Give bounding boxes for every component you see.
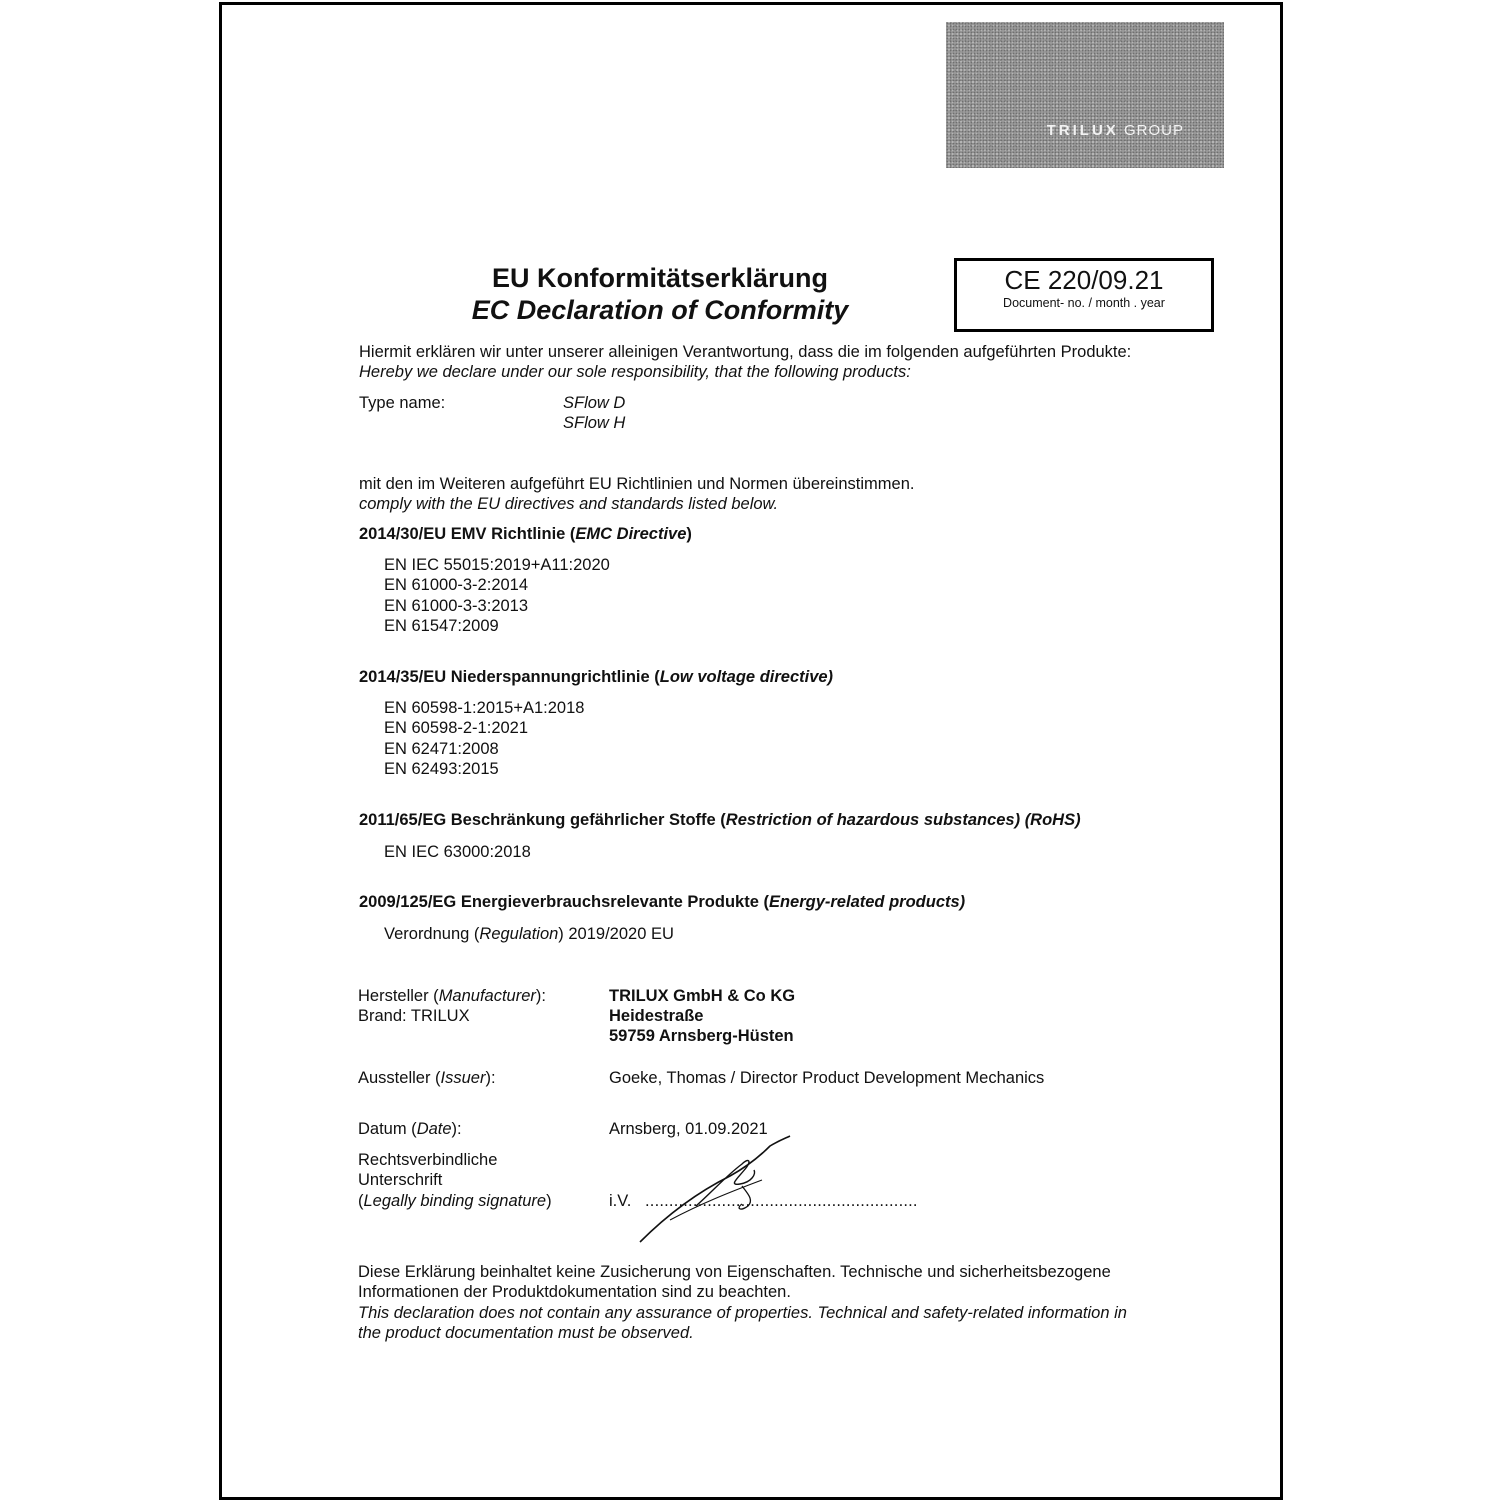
manufacturer-name: TRILUX GmbH & Co KG: [609, 987, 796, 1005]
signature-label-line3: [358, 1191, 552, 1212]
date-label: [358, 1119, 462, 1140]
type-name-2: SFlow H: [563, 414, 626, 432]
manufacturer-label: [358, 986, 546, 1007]
directive-erp-italic: Energy-related products): [768, 893, 966, 911]
issuer-label-pre: Aussteller (: [358, 1069, 441, 1087]
title-german: EU Konformitätserklärung: [491, 263, 829, 293]
disclaimer-english-1: This declaration does not contain any assurance of properties. Technical and safety-related information in: [358, 1304, 1127, 1322]
disclaimer-german-2: Informationen der Produktdokumentation sind zu beachten.: [358, 1283, 791, 1301]
standard-item: EN 60598-2-1:2021: [384, 719, 529, 737]
issuer-label-post: ):: [485, 1069, 496, 1087]
directive-erp-text: 2009/125/EG Energieverbrauchsrelevante Produkte (: [359, 893, 769, 911]
regulation-line: [384, 924, 674, 945]
signature-label-line1: Rechtsverbindliche: [358, 1151, 498, 1169]
standard-item: EN IEC 55015:2019+A11:2020: [384, 556, 610, 574]
directive-lvd-italic: Low voltage directive): [659, 668, 834, 686]
signature-label-line2: Unterschrift: [358, 1171, 443, 1189]
type-name-1: SFlow D: [563, 394, 626, 412]
manufacturer-street: Heidestraße: [609, 1007, 704, 1025]
disclaimer-english-2: the product documentation must be observed.: [358, 1324, 694, 1342]
regulation-post: ) 2019/2020 EU: [558, 925, 674, 943]
standard-item: EN 60598-1:2015+A1:2018: [384, 699, 585, 717]
title-english: EC Declaration of Conformity: [471, 295, 849, 325]
directive-rohs-text: 2011/65/EG Beschränkung gefährlicher Stoffe (: [359, 811, 726, 829]
manufacturer-label-italic: Manufacturer: [438, 987, 536, 1005]
comply-english: comply with the EU directives and standards listed below.: [359, 495, 779, 513]
directive-lvd-text: 2014/35/EU Niederspannungrichtlinie (: [359, 668, 660, 686]
manufacturer-city: 59759 Arnsberg-Hüsten: [609, 1027, 794, 1045]
directive-emc-heading: [359, 525, 692, 544]
document-number-box: [954, 258, 1214, 332]
directive-rohs-heading: [359, 811, 1081, 830]
regulation-pre: Verordnung (: [384, 925, 480, 943]
intro-german: Hiermit erklären wir unter unserer alleinigen Verantwortung, dass die im folgenden aufgeführten Produkte:: [359, 343, 1132, 361]
document-number-label: Document- no. / month . year: [1003, 296, 1165, 310]
standard-item: EN 62493:2015: [384, 760, 499, 778]
standard-item: EN IEC 63000:2018: [384, 843, 531, 861]
signature-label-post: ): [546, 1192, 552, 1210]
directive-emc-tail: ): [686, 525, 692, 543]
trilux-group-logo: [946, 22, 1224, 168]
type-name-label: Type name:: [359, 394, 446, 412]
disclaimer-german-1: Diese Erklärung beinhaltet keine Zusicherung von Eigenschaften. Technische und sicherheitsbezogene: [358, 1263, 1111, 1281]
manufacturer-label-post: ):: [535, 987, 546, 1005]
handwritten-signature: [630, 1134, 800, 1246]
date-label-post: ):: [451, 1120, 462, 1138]
manufacturer-label-pre: Hersteller (: [358, 987, 439, 1005]
signature-label-italic: Legally binding signature: [363, 1192, 547, 1210]
date-value: Arnsberg, 01.09.2021: [609, 1120, 768, 1138]
issuer-label-italic: Issuer: [440, 1069, 486, 1087]
logo-text: [1047, 122, 1184, 139]
comply-german: mit den im Weiteren aufgeführt EU Richtlinien und Normen übereinstimmen.: [359, 475, 915, 493]
signature-label-pre: (: [358, 1192, 364, 1210]
standard-item: EN 61000-3-3:2013: [384, 597, 529, 615]
standard-item: EN 61000-3-2:2014: [384, 576, 529, 594]
brand-label: Brand: TRILUX: [358, 1007, 470, 1025]
issuer-value: Goeke, Thomas / Director Product Development Mechanics: [609, 1069, 1045, 1087]
logo-brand: TRILUX: [1046, 122, 1119, 139]
directive-lvd-heading: [359, 668, 833, 687]
directive-emc-italic: EMC Directive: [575, 525, 687, 543]
date-label-pre: Datum (: [358, 1120, 417, 1138]
standard-item: EN 61547:2009: [384, 617, 499, 635]
directive-rohs-italic: Restriction of hazardous substances) (RoHS): [725, 811, 1081, 829]
date-label-italic: Date: [416, 1120, 452, 1138]
logo-group: GROUP: [1123, 122, 1184, 139]
standard-item: EN 62471:2008: [384, 740, 499, 758]
directive-erp-heading: [359, 893, 965, 912]
issuer-label: [358, 1068, 496, 1089]
directive-emc-text: 2014/30/EU EMV Richtlinie (: [359, 525, 576, 543]
signature-iv: i.V.: [609, 1192, 632, 1210]
signature-dotted-line: .........................................................: [645, 1192, 918, 1210]
intro-english: Hereby we declare under our sole responsibility, that the following products:: [359, 363, 911, 381]
document-number: CE 220/09.21: [1004, 265, 1164, 295]
regulation-italic: Regulation: [479, 925, 559, 943]
